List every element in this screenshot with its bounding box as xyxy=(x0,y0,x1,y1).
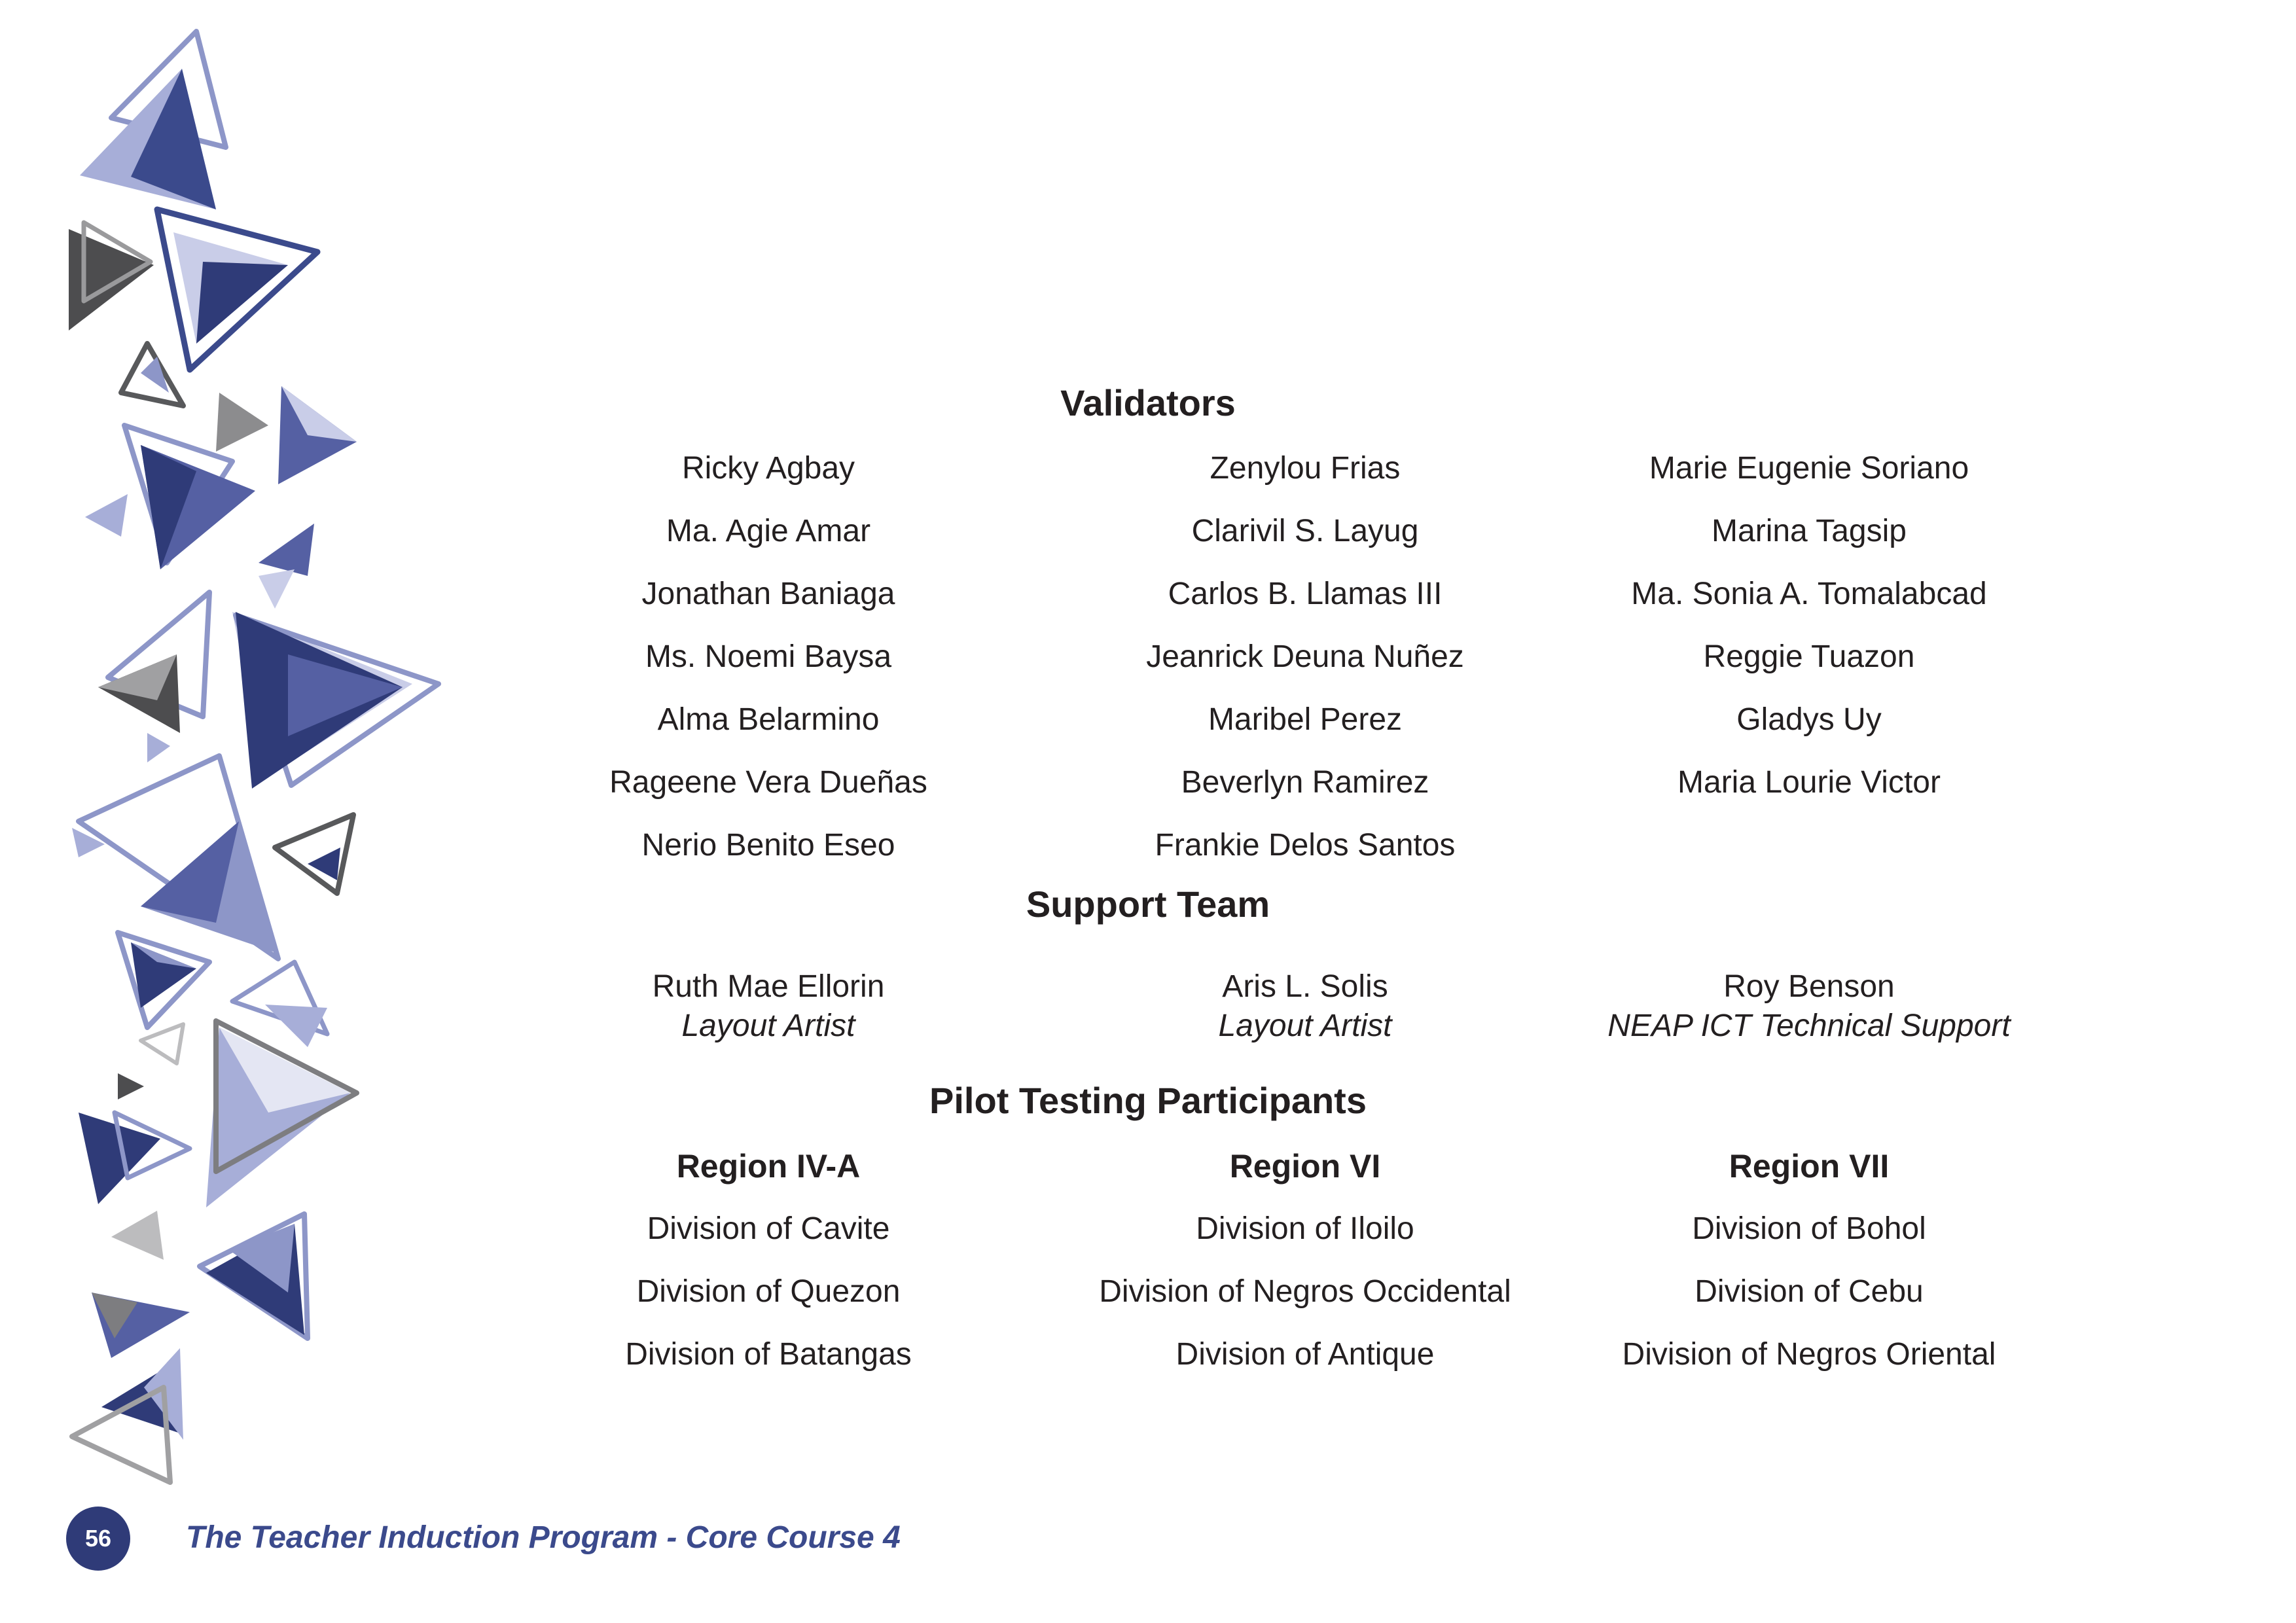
division-name: Division of Bohol xyxy=(1692,1211,1926,1246)
validator-name: Nerio Benito Eseo xyxy=(641,828,895,863)
validator-name: Beverlyn Ramirez xyxy=(1181,765,1429,800)
region-title: Region IV-A xyxy=(676,1148,861,1185)
division-name: Division of Iloilo xyxy=(1196,1211,1414,1246)
validator-name: Gladys Uy xyxy=(1736,702,1882,737)
section-heading-validators: Validators xyxy=(1060,382,1236,423)
division-name: Division of Batangas xyxy=(625,1337,912,1372)
triangle-pattern-icon xyxy=(0,0,471,1623)
validator-name: Ricky Agbay xyxy=(681,451,855,486)
division-name: Division of Negros Oriental xyxy=(1622,1337,1996,1372)
validator-name: Jonathan Baniaga xyxy=(641,577,895,611)
validator-name: Maria Lourie Victor xyxy=(1677,765,1941,800)
division-name: Division of Antique xyxy=(1175,1337,1435,1372)
page-number-badge: 56 xyxy=(66,1507,130,1571)
validator-name: Reggie Tuazon xyxy=(1703,639,1915,674)
support-member-name: Ruth Mae Ellorin xyxy=(652,969,885,1004)
validators-column-2 xyxy=(1011,437,1600,877)
support-member-role: Layout Artist xyxy=(681,1008,855,1043)
section-heading-pilot-testing: Pilot Testing Participants xyxy=(929,1080,1367,1121)
validators-column-1 xyxy=(474,437,1063,877)
division-name: Division of Quezon xyxy=(636,1274,901,1309)
validator-name: Carlos B. Llamas III xyxy=(1168,577,1443,611)
division-name: Division of Negros Occidental xyxy=(1099,1274,1511,1309)
support-member-name: Roy Benson xyxy=(1723,969,1895,1004)
support-member-name: Aris L. Solis xyxy=(1222,969,1388,1004)
validator-name: Rageene Vera Dueñas xyxy=(609,765,927,800)
validator-name: Maribel Perez xyxy=(1208,702,1403,737)
validators-column-3 xyxy=(1515,437,2104,814)
footer-title: The Teacher Induction Program - Core Course 4 xyxy=(186,1520,901,1555)
division-name: Division of Cebu xyxy=(1695,1274,1924,1309)
validator-name: Marina Tagsip xyxy=(1712,514,1907,548)
validator-name: Jeanrick Deuna Nuñez xyxy=(1146,639,1464,674)
region-column xyxy=(1011,1135,1600,1386)
validator-name: Alma Belarmino xyxy=(657,702,880,737)
support-member-role: NEAP ICT Technical Support xyxy=(1607,1008,2011,1043)
section-heading-support-team: Support Team xyxy=(1026,883,1270,925)
support-member xyxy=(474,967,1063,1046)
validator-name: Marie Eugenie Soriano xyxy=(1649,451,1969,486)
region-column xyxy=(474,1135,1063,1386)
support-member-role: Layout Artist xyxy=(1218,1008,1392,1043)
region-title: Region VII xyxy=(1729,1148,1890,1185)
validator-name: Ma. Sonia A. Tomalabcad xyxy=(1631,577,1987,611)
validator-name: Frankie Delos Santos xyxy=(1155,828,1456,863)
support-member xyxy=(1011,967,1600,1046)
validator-name: Clarivil S. Layug xyxy=(1191,514,1419,548)
validator-name: Ma. Agie Amar xyxy=(666,514,871,548)
region-title: Region VI xyxy=(1229,1148,1381,1185)
validator-name: Ms. Noemi Baysa xyxy=(645,639,892,674)
support-member xyxy=(1515,967,2104,1046)
region-column xyxy=(1515,1135,2104,1386)
division-name: Division of Cavite xyxy=(647,1211,890,1246)
validator-name: Zenylou Frias xyxy=(1210,451,1401,486)
